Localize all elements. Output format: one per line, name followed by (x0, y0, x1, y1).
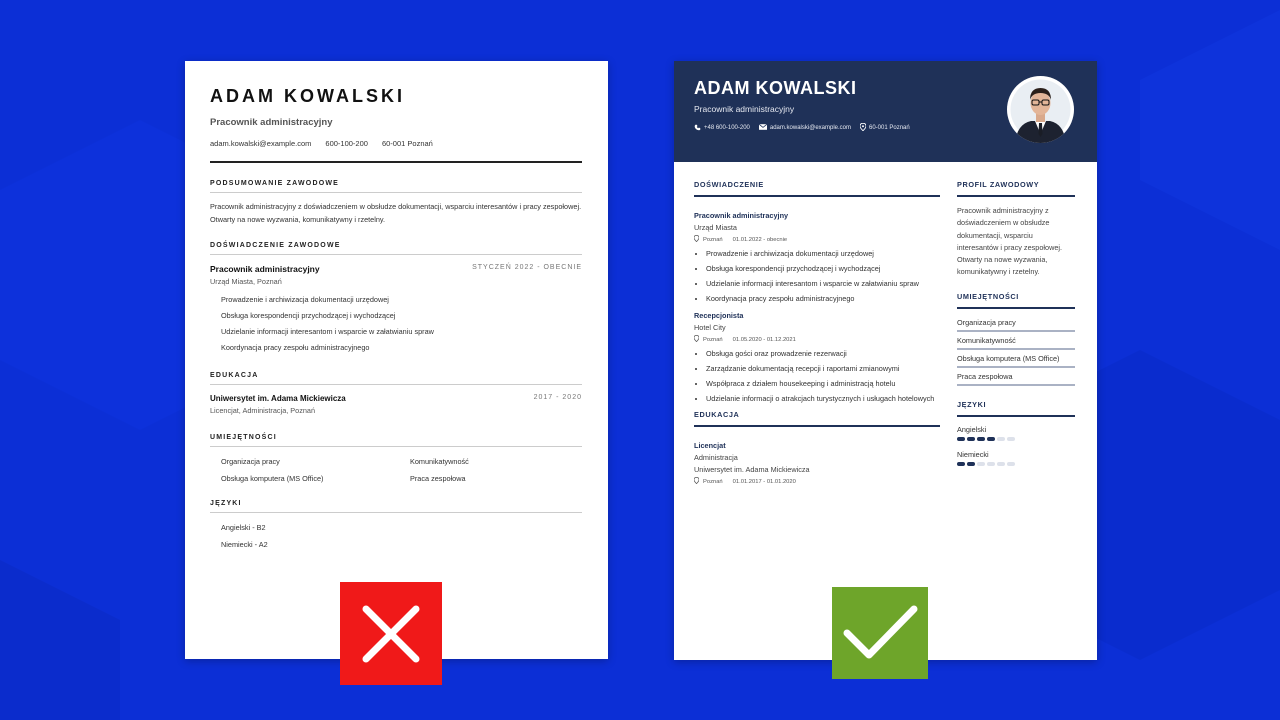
job-city: Poznań (703, 336, 723, 343)
cv-email: adam.kowalski@example.com (210, 139, 312, 148)
location-pin-icon (860, 123, 866, 133)
level-dot (957, 437, 965, 441)
language-name: Niemiecki (957, 449, 989, 459)
level-dot (967, 437, 975, 441)
job-entry (694, 311, 940, 404)
cv-contact-line (694, 123, 910, 133)
side-column (957, 180, 1075, 466)
job-title: Recepcjonista (694, 311, 744, 320)
languages-section (210, 500, 582, 553)
list-item: • Udzielanie informacji interesantom i wsparcie w załatwianiu spraw (706, 278, 940, 289)
degree: Licencjat (694, 441, 726, 450)
envelope-icon (759, 124, 767, 132)
job-city: Poznań (703, 236, 723, 243)
languages-list (957, 425, 1075, 466)
section-heading: DOŚWIADCZENIE (694, 180, 940, 197)
language-level (957, 437, 1075, 441)
cv-phone: +48 600-100-200 (704, 125, 750, 131)
cv-phone: 600-100-200 (325, 139, 368, 148)
list-item: • Obsługa korespondencji przychodzącej i wychodzącej (706, 263, 940, 274)
job-dates: STYCZEŃ 2022 - OBECNIE (472, 264, 582, 271)
language-item: Niemiecki - A2 (221, 540, 268, 549)
section-heading: JĘZYKI (957, 400, 1075, 417)
skill-item: Obsługa komputera (MS Office) (957, 350, 1075, 368)
list-item: Obsługa korespondencji przychodzącej i wychodzącej (221, 311, 396, 320)
section-heading: JĘZYKI (210, 500, 582, 513)
level-dot (967, 462, 975, 466)
section-heading: EDUKACJA (210, 372, 582, 385)
summary-text: Pracownik administracyjny z doświadczeniem w obsłudze dokumentacji, wsparciu interesantów i pracy zespołowej. Otwarty na nowe wyzwania, komunikatywny i rzetelny. (210, 202, 582, 224)
level-dot (1007, 437, 1015, 441)
job-employer: Hotel City (694, 323, 726, 332)
skill-item: Obsługa komputera (MS Office) (221, 474, 324, 483)
list-item: • Koordynacja pracy zespołu administracyjnego (706, 293, 940, 304)
list-item: • Współpraca z działem housekeeping i administracją hotelu (706, 378, 940, 389)
cv-email: adam.kowalski@example.com (769, 125, 851, 131)
cv-role: Pracownik administracyjny (210, 117, 333, 128)
section-heading: UMIEJĘTNOŚCI (210, 434, 582, 447)
section-heading: DOŚWIADCZENIE ZAWODOWE (210, 242, 582, 255)
level-dot (997, 462, 1005, 466)
check-badge (832, 587, 928, 679)
education-entry (694, 441, 940, 486)
main-column (694, 180, 940, 486)
skill-item: Praca zespołowa (410, 474, 466, 483)
list-item: • Prowadzenie i archiwizacja dokumentacji urzędowej (706, 248, 940, 259)
list-item: • Obsługa gości oraz prowadzenie rezerwacji (706, 348, 940, 359)
education-detail: Licencjat, Administracja, Poznań (210, 406, 316, 415)
skills-list (957, 314, 1075, 386)
level-dot (1007, 462, 1015, 466)
level-dot (987, 462, 995, 466)
education-section (210, 372, 582, 415)
level-dot (977, 462, 985, 466)
job-title: Pracownik administracyjny (210, 264, 320, 274)
language-name: Angielski (957, 424, 987, 434)
skill-item: Komunikatywność (957, 332, 1075, 350)
skill-item: Praca zespołowa (957, 368, 1075, 386)
checkmark-icon (832, 587, 928, 679)
job-employer: Urząd Miasta (694, 223, 737, 232)
education-dates: 2017 - 2020 (533, 394, 582, 401)
location-pin-icon (694, 235, 699, 244)
profile-photo (1007, 76, 1074, 143)
phone-icon (694, 124, 701, 133)
level-dot (997, 437, 1005, 441)
list-item: • Udzielanie informacji o atrakcjach turystycznych i usługach hotelowych (706, 393, 940, 404)
location-pin-icon (694, 477, 699, 486)
language-level (957, 462, 1075, 466)
cv-location: 60-001 Poznań (381, 139, 433, 148)
modern-cv-example (674, 61, 1097, 660)
cv-location: 60-001 Poznań (869, 125, 910, 131)
skill-item: Organizacja pracy (221, 457, 280, 466)
school-name: Uniwersytet im. Adama Mickiewicza (694, 465, 810, 474)
job-title: Pracownik administracyjny (694, 211, 789, 220)
skill-item: Komunikatywność (410, 457, 469, 466)
summary-section (210, 180, 582, 226)
skill-item: Organizacja pracy (957, 314, 1075, 332)
job-duties (210, 292, 582, 356)
level-dot (987, 437, 995, 441)
job-employer: Urząd Miasta, Poznań (210, 277, 282, 286)
experience-section (210, 242, 582, 356)
cv-header-band (674, 61, 1097, 162)
job-dates: 01.05.2020 - 01.12.2021 (732, 336, 796, 343)
job-dates: 01.01.2022 - obecnie (732, 236, 788, 243)
job-duties (694, 348, 940, 404)
header-divider (210, 161, 582, 163)
section-heading: PODSUMOWANIE ZAWODOWE (210, 180, 582, 193)
section-heading: PROFIL ZAWODOWY (957, 180, 1075, 197)
section-heading: EDUKACJA (694, 410, 940, 427)
level-dot (977, 437, 985, 441)
skills-section (210, 434, 582, 487)
cv-name: ADAM KOWALSKI (210, 86, 405, 106)
section-heading: UMIEJĘTNOŚCI (957, 292, 1075, 309)
cv-contact-line (210, 139, 433, 148)
job-duties (694, 248, 940, 304)
list-item: Prowadzenie i archiwizacja dokumentacji urzędowej (221, 295, 389, 304)
education-field: Administracja (694, 453, 738, 462)
list-item: • Zarządzanie dokumentacją recepcji i raportami zmianowymi (706, 363, 940, 374)
level-dot (957, 462, 965, 466)
cross-icon (340, 582, 442, 685)
school-name: Uniwersytet im. Adama Mickiewicza (210, 394, 346, 403)
plain-cv-example (185, 61, 608, 659)
education-city: Poznań (703, 478, 723, 485)
profile-text: Pracownik administracyjny z doświadczeniem w obsłudze dokumentacji, wsparciu interesantów i pracy zespołowej. Otwarty na nowe wyzwania, komunikatywny i rzetelny. (957, 206, 1063, 277)
location-pin-icon (694, 335, 699, 344)
list-item: Koordynacja pracy zespołu administracyjnego (221, 343, 370, 352)
list-item: Udzielanie informacji interesantom i wsparcie w załatwianiu spraw (221, 327, 434, 336)
language-item: Angielski - B2 (221, 523, 266, 532)
cv-name: ADAM KOWALSKI (694, 78, 857, 98)
cross-badge (340, 582, 442, 685)
cv-role: Pracownik administracyjny (694, 104, 795, 114)
education-dates: 01.01.2017 - 01.01.2020 (732, 478, 796, 485)
job-entry (694, 211, 940, 304)
